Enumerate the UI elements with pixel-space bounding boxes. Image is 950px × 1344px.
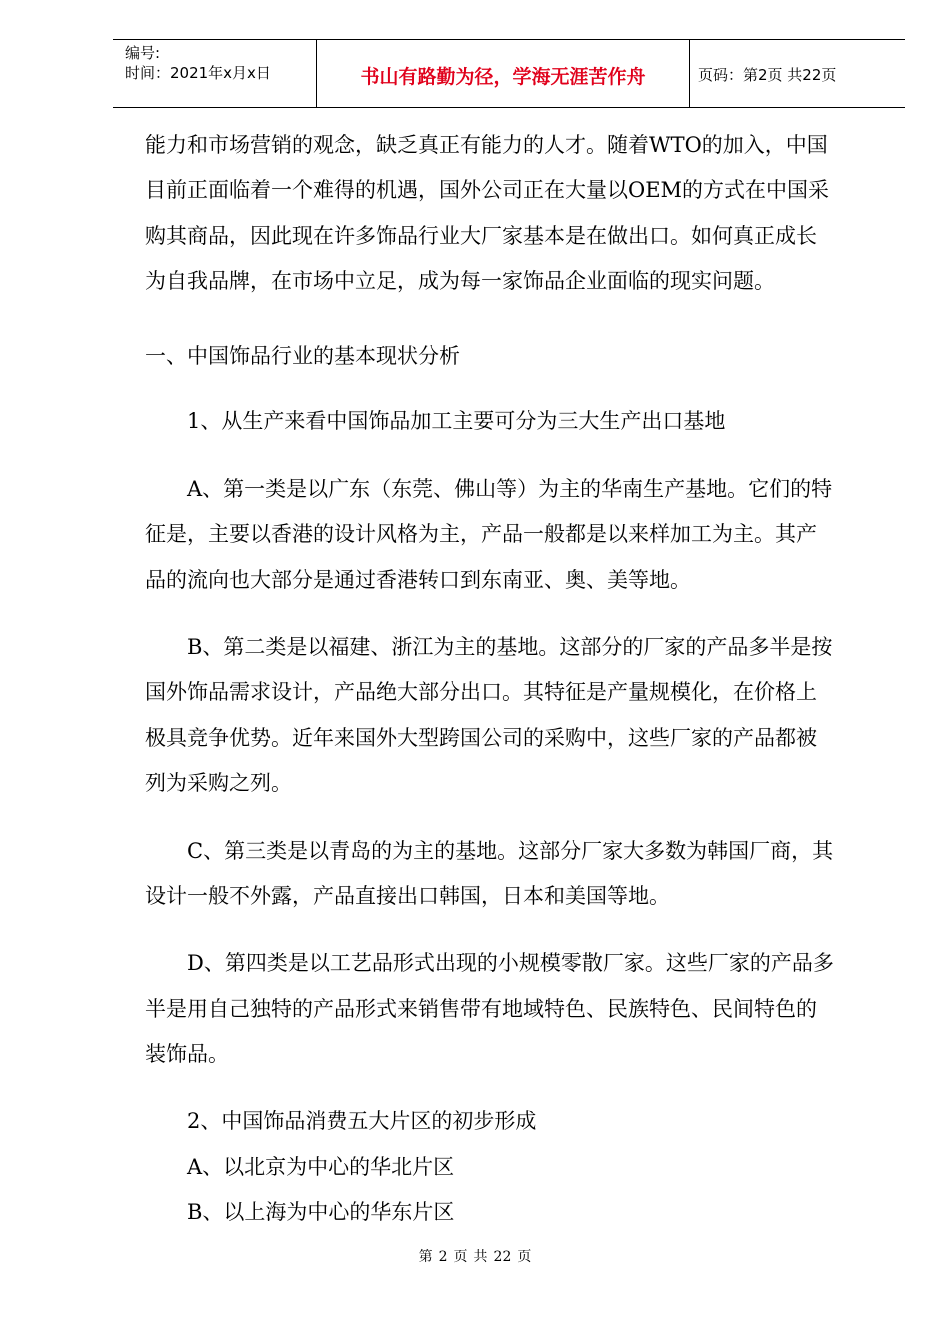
text-line: A、第一类是以广东（东莞、佛山等）为主的华南生产基地。它们的特: [187, 477, 833, 501]
header-page-label: 页码：第2页 共22页: [698, 66, 837, 84]
footer-text: 页: [453, 1249, 468, 1265]
text-line: C、第三类是以青岛的为主的基地。这部分厂家大多数为韩国厂商，其: [187, 839, 834, 863]
list-item: B、以上海为中心的华东片区: [187, 1200, 455, 1224]
text-line: 极具竞争优势。近年来国外大型跨国公司的采购中，这些厂家的产品都被: [145, 726, 817, 750]
header-divider: [316, 40, 317, 107]
footer-total-pages: 22: [493, 1249, 512, 1265]
text-line: 为自我品牌，在市场中立足，成为每一家饰品企业面临的现实问题。: [145, 269, 775, 293]
text-line: 购其商品，因此现在许多饰品行业大厂家基本是在做出口。如何真正成长: [145, 224, 817, 248]
header-motto: 书山有路勤为径，学海无涯苦作舟: [360, 66, 646, 88]
text-line: B、第二类是以福建、浙江为主的基地。这部分的厂家的产品多半是按: [187, 635, 833, 659]
footer-text: 共: [473, 1249, 488, 1265]
list-item: A、以北京为中心的华北片区: [187, 1155, 455, 1179]
header-meta: [125, 43, 271, 83]
subsection-heading: 2、中国饰品消费五大片区的初步形成: [187, 1109, 537, 1133]
page-footer: [0, 1246, 950, 1266]
document-number-label: 编号:: [125, 44, 161, 62]
text-line: 征是，主要以香港的设计风格为主，产品一般都是以来样加工为主。其产: [145, 522, 817, 546]
text-line: 目前正面临着一个难得的机遇，国外公司正在大量以OEM的方式在中国采: [145, 178, 830, 202]
footer-page-number: 2: [438, 1249, 448, 1265]
text-line: 列为采购之列。: [145, 771, 292, 795]
header-divider: [689, 40, 690, 107]
document-time-label: 时间：2021年x月x日: [125, 64, 271, 82]
text-line: 半是用自己独特的产品形式来销售带有地域特色、民族特色、民间特色的: [145, 997, 817, 1021]
page-header: [113, 39, 905, 108]
section-heading: 一、中国饰品行业的基本现状分析: [145, 344, 460, 368]
footer-text: 第: [418, 1249, 433, 1265]
subsection-heading: 1、从生产来看中国饰品加工主要可分为三大生产出口基地: [187, 409, 726, 433]
text-line: 国外饰品需求设计，产品绝大部分出口。其特征是产量规模化，在价格上: [145, 680, 817, 704]
text-line: 设计一般不外露，产品直接出口韩国，日本和美国等地。: [145, 884, 670, 908]
text-line: 品的流向也大部分是通过香港转口到东南亚、奥、美等地。: [145, 568, 691, 592]
text-line: D、第四类是以工艺品形式出现的小规模零散厂家。这些厂家的产品多: [187, 951, 834, 975]
text-line: 能力和市场营销的观念，缺乏真正有能力的人才。随着WTO的加入，中国: [145, 133, 828, 157]
footer-text: 页: [517, 1249, 532, 1265]
text-line: 装饰品。: [145, 1042, 229, 1066]
